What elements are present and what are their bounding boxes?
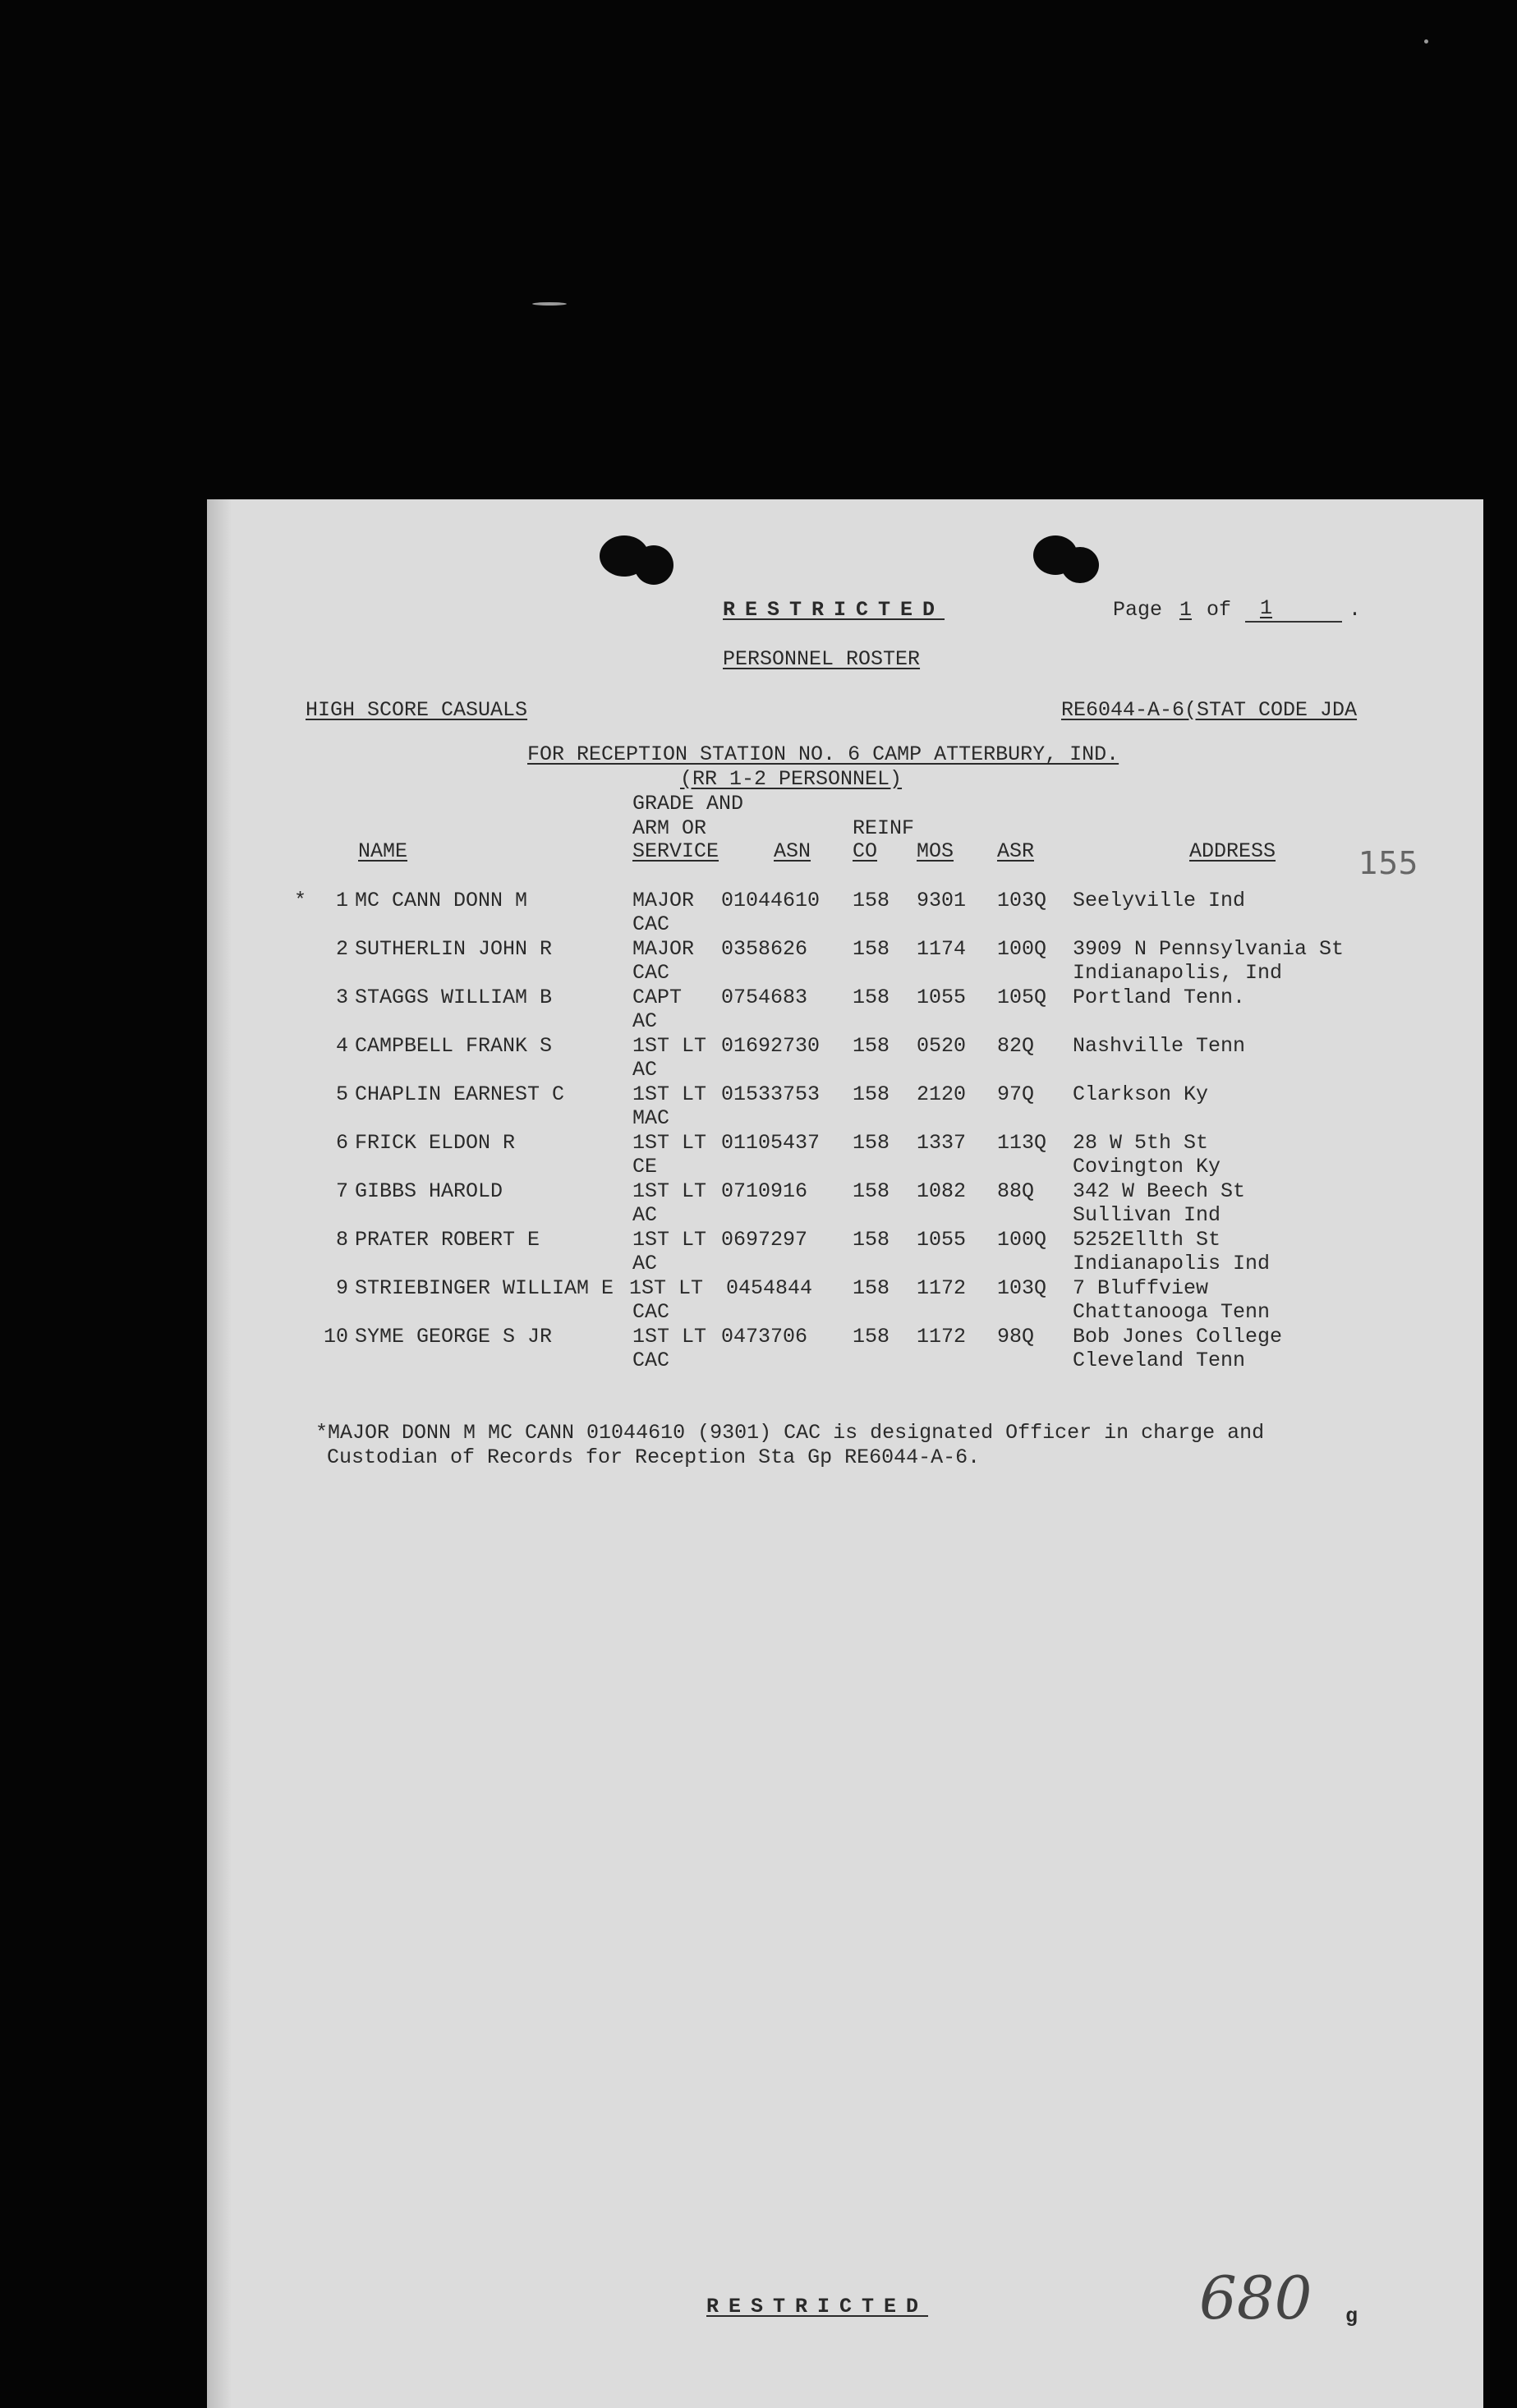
sub-line: (RR 1-2 PERSONNEL) — [680, 767, 903, 791]
row-arm: CAC — [632, 1349, 670, 1372]
row-name: SYME GEORGE S JR — [355, 1325, 553, 1349]
page-total: 1 — [1260, 596, 1273, 620]
row-asn: 0473706 — [721, 1325, 808, 1349]
row-co: 158 — [853, 1228, 890, 1252]
col-header-asr: ASR — [997, 839, 1035, 863]
row-mos: 1174 — [917, 937, 967, 961]
footnote-line-2: Custodian of Records for Reception Sta Gp RE6044-A-6. — [327, 1445, 981, 1469]
row-name: PRATER ROBERT E — [355, 1228, 540, 1252]
row-mos: 1172 — [917, 1325, 967, 1349]
row-name: CHAPLIN EARNEST C — [355, 1082, 565, 1106]
page-total-blank — [1245, 621, 1342, 623]
corner-mark: g — [1345, 2305, 1358, 2328]
row-address-line-1: Bob Jones College — [1073, 1325, 1283, 1349]
page-edge-shadow — [207, 499, 232, 2408]
row-name: GIBBS HAROLD — [355, 1179, 503, 1203]
col-header-name: NAME — [358, 839, 408, 863]
row-number: 9 — [335, 1276, 348, 1300]
classification-bottom: RESTRICTED — [706, 2295, 929, 2318]
row-co: 158 — [853, 1131, 890, 1155]
row-asr: 113Q — [997, 1131, 1047, 1155]
handwritten-number: 680 — [1199, 2263, 1312, 2332]
col-header-co: CO — [853, 839, 878, 863]
row-co: 158 — [853, 1034, 890, 1058]
row-arm: CAC — [632, 912, 670, 936]
row-number: 1 — [335, 889, 348, 912]
row-asn: 0454844 — [726, 1276, 813, 1300]
row-asn: 01105437 — [721, 1131, 821, 1155]
row-asn: 0710916 — [721, 1179, 808, 1203]
row-mark: * — [294, 889, 307, 912]
row-name: FRICK ELDON R — [355, 1131, 516, 1155]
row-address-line-2: Sullivan Ind — [1073, 1203, 1221, 1227]
col-header-grade-3: SERVICE — [632, 839, 719, 863]
row-address-line-1: 342 W Beech St — [1073, 1179, 1246, 1203]
row-number: 3 — [335, 986, 348, 1009]
row-name: STAGGS WILLIAM B — [355, 986, 553, 1009]
row-grade: 1ST LT — [632, 1179, 707, 1203]
row-co: 158 — [853, 1276, 890, 1300]
row-address-line-2: Indianapolis, Ind — [1073, 961, 1283, 985]
row-asr: 103Q — [997, 889, 1047, 912]
row-number: 8 — [335, 1228, 348, 1252]
row-grade: MAJOR — [632, 889, 695, 912]
code-reference: RE6044-A-6(STAT CODE JDA — [1061, 698, 1358, 722]
row-asn: 0697297 — [721, 1228, 808, 1252]
row-arm: CE — [632, 1155, 658, 1179]
row-address-line-2: Covington Ky — [1073, 1155, 1221, 1179]
row-mos: 1055 — [917, 986, 967, 1009]
row-address-line-2: Indianapolis Ind — [1073, 1252, 1271, 1275]
classification-top: RESTRICTED — [723, 598, 945, 622]
row-grade: 1ST LT — [632, 1131, 707, 1155]
row-mos: 9301 — [917, 889, 967, 912]
document-page — [207, 499, 1483, 2408]
row-asn: 01533753 — [721, 1082, 821, 1106]
row-grade: MAJOR — [632, 937, 695, 961]
punch-hole-right — [1061, 547, 1099, 583]
row-address-line-1: Clarkson Ky — [1073, 1082, 1209, 1106]
row-arm: MAC — [632, 1106, 670, 1130]
row-name: SUTHERLIN JOHN R — [355, 937, 553, 961]
row-arm: CAC — [632, 961, 670, 985]
row-asr: 82Q — [997, 1034, 1035, 1058]
row-asn: 01692730 — [721, 1034, 821, 1058]
row-asn: 0358626 — [721, 937, 808, 961]
row-grade: 1ST LT — [632, 1082, 707, 1106]
row-name: CAMPBELL FRANK S — [355, 1034, 553, 1058]
row-grade: 1ST LT — [632, 1228, 707, 1252]
row-asr: 88Q — [997, 1179, 1035, 1203]
row-co: 158 — [853, 1179, 890, 1203]
page-number: 1 — [1179, 598, 1193, 622]
row-mos: 1082 — [917, 1179, 967, 1203]
row-arm: CAC — [632, 1300, 670, 1324]
row-arm: AC — [632, 1009, 658, 1033]
row-name: STRIEBINGER WILLIAM E — [355, 1276, 614, 1300]
row-co: 158 — [853, 986, 890, 1009]
row-name: MC CANN DONN M — [355, 889, 528, 912]
row-address-line-2: Chattanooga Tenn — [1073, 1300, 1271, 1324]
row-number: 10 — [324, 1325, 349, 1349]
col-header-address: ADDRESS — [1189, 839, 1276, 863]
row-number: 2 — [335, 937, 348, 961]
row-address-line-1: Nashville Tenn — [1073, 1034, 1246, 1058]
row-asn: 01044610 — [721, 889, 821, 912]
row-number: 7 — [335, 1179, 348, 1203]
row-co: 158 — [853, 937, 890, 961]
page-total-period: . — [1349, 598, 1362, 622]
row-address-line-1: 28 W 5th St — [1073, 1131, 1209, 1155]
row-address-line-1: Seelyville Ind — [1073, 889, 1246, 912]
row-grade: 1ST LT — [632, 1325, 707, 1349]
col-header-asn: ASN — [774, 839, 811, 863]
for-line: FOR RECEPTION STATION NO. 6 CAMP ATTERBURY, IND. — [527, 742, 1119, 766]
row-address-line-1: 7 Bluffview — [1073, 1276, 1209, 1300]
punch-hole-left — [634, 545, 673, 585]
row-grade: CAPT — [632, 986, 683, 1009]
group-name: HIGH SCORE CASUALS — [306, 698, 528, 722]
row-mos: 2120 — [917, 1082, 967, 1106]
row-asr: 100Q — [997, 937, 1047, 961]
row-address-line-1: 3909 N Pennsylvania St — [1073, 937, 1345, 961]
row-address-line-1: 5252Ellth St — [1073, 1228, 1221, 1252]
row-co: 158 — [853, 889, 890, 912]
archive-number: 155 — [1358, 845, 1418, 881]
row-asr: 103Q — [997, 1276, 1047, 1300]
page-of: of — [1207, 598, 1232, 622]
row-asr: 105Q — [997, 986, 1047, 1009]
document-title: PERSONNEL ROSTER — [723, 647, 921, 671]
row-arm: AC — [632, 1203, 658, 1227]
row-asr: 98Q — [997, 1325, 1035, 1349]
film-speck — [532, 302, 567, 306]
row-mos: 1055 — [917, 1228, 967, 1252]
row-mos: 0520 — [917, 1034, 967, 1058]
row-mos: 1172 — [917, 1276, 967, 1300]
row-number: 4 — [335, 1034, 348, 1058]
col-header-mos: MOS — [917, 839, 954, 863]
row-arm: AC — [632, 1058, 658, 1082]
film-speck — [1424, 39, 1428, 44]
col-header-reinf: REINF — [853, 816, 915, 840]
row-number: 5 — [335, 1082, 348, 1106]
row-address-line-1: Portland Tenn. — [1073, 986, 1246, 1009]
row-address-line-2: Cleveland Tenn — [1073, 1349, 1246, 1372]
row-grade: 1ST LT — [632, 1034, 707, 1058]
page-label: Page — [1113, 598, 1163, 622]
row-grade: 1ST LT — [629, 1276, 704, 1300]
row-asr: 100Q — [997, 1228, 1047, 1252]
row-mos: 1337 — [917, 1131, 967, 1155]
row-arm: AC — [632, 1252, 658, 1275]
row-co: 158 — [853, 1325, 890, 1349]
row-asr: 97Q — [997, 1082, 1035, 1106]
col-header-grade-1: GRADE AND — [632, 792, 744, 816]
footnote-line-1: *MAJOR DONN M MC CANN 01044610 (9301) CAC is designated Officer in charge and — [315, 1421, 1265, 1445]
col-header-grade-2: ARM OR — [632, 816, 707, 840]
row-co: 158 — [853, 1082, 890, 1106]
row-asn: 0754683 — [721, 986, 808, 1009]
row-number: 6 — [335, 1131, 348, 1155]
